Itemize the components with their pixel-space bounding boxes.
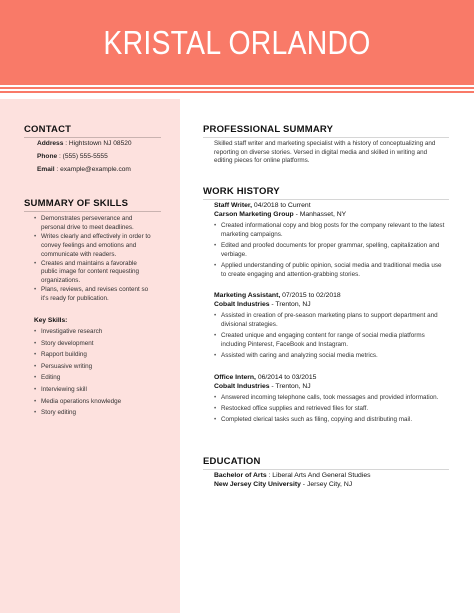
address-value: Hightstown NJ 08520 [68,140,132,147]
professional-summary-text: Skilled staff writer and marketing specialist with a history of conceptualizing and reporting on diverse stories. Versed in digital media and skilled in writing and editing pieces for online platforms. [214,140,436,165]
summary-skills-list [34,215,154,304]
contact-heading: CONTACT [24,124,72,135]
education-divider [203,469,449,470]
job-title-line [214,292,341,299]
list-item: • Created unique and engaging content for range of social media platforms including Pinterest, FaceBook and Instagram. [214,332,448,350]
job-title-line [214,374,316,381]
list-item: • Story editing [34,407,159,419]
job-bullets [214,394,448,425]
summary-divider [203,137,449,138]
list-item: • Editing [34,372,159,384]
list-item: • Restocked office supplies and retrieved files for staff. [214,405,448,414]
job-company: Cobalt Industries [214,383,270,390]
list-item: • Plans, reviews, and revises content so it's ready for publication. [34,286,154,304]
candidate-name: KRISTAL ORLANDO [103,24,371,61]
email-value: example@example.com [60,166,131,173]
header-banner [0,0,474,85]
phone-label: Phone [37,153,58,160]
education-field: : Liberal Arts And General Studies [268,472,371,479]
job-title: Marketing Assistant, [214,292,281,299]
list-item: • Creates and maintains a favorable public image for content requesting organizations. [34,260,154,287]
job-company-line [214,301,311,308]
job-location: - Manhasset, NY [295,211,347,218]
job-dates: 07/2015 to 02/2018 [282,292,341,299]
job-title: Staff Writer, [214,202,253,209]
key-skills-label: Key Skills: [34,317,68,324]
list-item: • Answered incoming telephone calls, took messages and provided information. [214,394,448,403]
education-school-location: - Jersey City, NJ [302,481,353,488]
job-title: Office Intern, [214,374,256,381]
list-item: • Assisted with caring and analyzing social media metrics. [214,352,448,361]
job-dates: 06/2014 to 03/2015 [257,374,317,381]
professional-summary-heading: PROFESSIONAL SUMMARY [203,124,334,135]
work-history-heading: WORK HISTORY [203,186,280,197]
contact-address: Address : Hightstown NJ 08520 [37,140,132,147]
job-location: - Trenton, NJ [271,383,311,390]
email-label: Email [37,166,55,173]
job-bullets [214,222,448,279]
list-item: • Media operations knowledge [34,396,159,408]
job-company: Carson Marketing Group [214,211,294,218]
job-company: Cobalt Industries [214,301,270,308]
list-item: • Writes clearly and effectively in order to convey feelings and emotions and communicate with readers. [34,233,154,260]
header-divider-line-2 [0,91,474,93]
job-bullets [214,312,448,361]
contact-email: Email : example@example.com [37,166,131,173]
header-divider-line [0,87,474,89]
list-item: • Completed clerical tasks such as filing, copying and distributing mail. [214,416,448,425]
list-item: • Interviewing skill [34,384,159,396]
education-heading: EDUCATION [203,456,261,467]
list-item: • Assisted in creation of pre-season marketing plans to support department and divisional strategies. [214,312,448,330]
contact-phone: Phone : (555) 555-5555 [37,153,108,160]
list-item: • Demonstrates perseverance and personal drive to meet deadlines. [34,215,154,233]
contact-divider [24,137,161,138]
job-location: - Trenton, NJ [271,301,311,308]
phone-value: (555) 555-5555 [62,153,108,160]
job-company-line [214,383,311,390]
list-item: • Created informational copy and blog posts for the company relevant to the latest marketing campaigns. [214,222,448,240]
list-item: • Investigative research [34,326,159,338]
job-company-line [214,211,346,218]
job-dates: 04/2018 to Current [253,202,311,209]
education-school: New Jersey City University [214,481,301,488]
job-title-line [214,202,311,209]
list-item: • Rapport building [34,349,159,361]
skills-heading: SUMMARY OF SKILLS [24,198,129,209]
list-item: • Edited and proofed documents for proper grammar, spelling, capitalization and verbiage. [214,242,448,260]
education-degree: Bachelor of Arts [214,472,267,479]
skills-divider [24,211,161,212]
work-divider [203,199,449,200]
address-label: Address [37,140,64,147]
education-degree-line [214,472,371,479]
list-item: • Applied understanding of public opinion, social media and traditional media use to create engaging and attention-grabbing stories. [214,262,448,280]
list-item: • Story development [34,338,159,350]
key-skills-list [34,326,159,419]
education-school-line [214,481,352,488]
list-item: • Persuasive writing [34,361,159,373]
